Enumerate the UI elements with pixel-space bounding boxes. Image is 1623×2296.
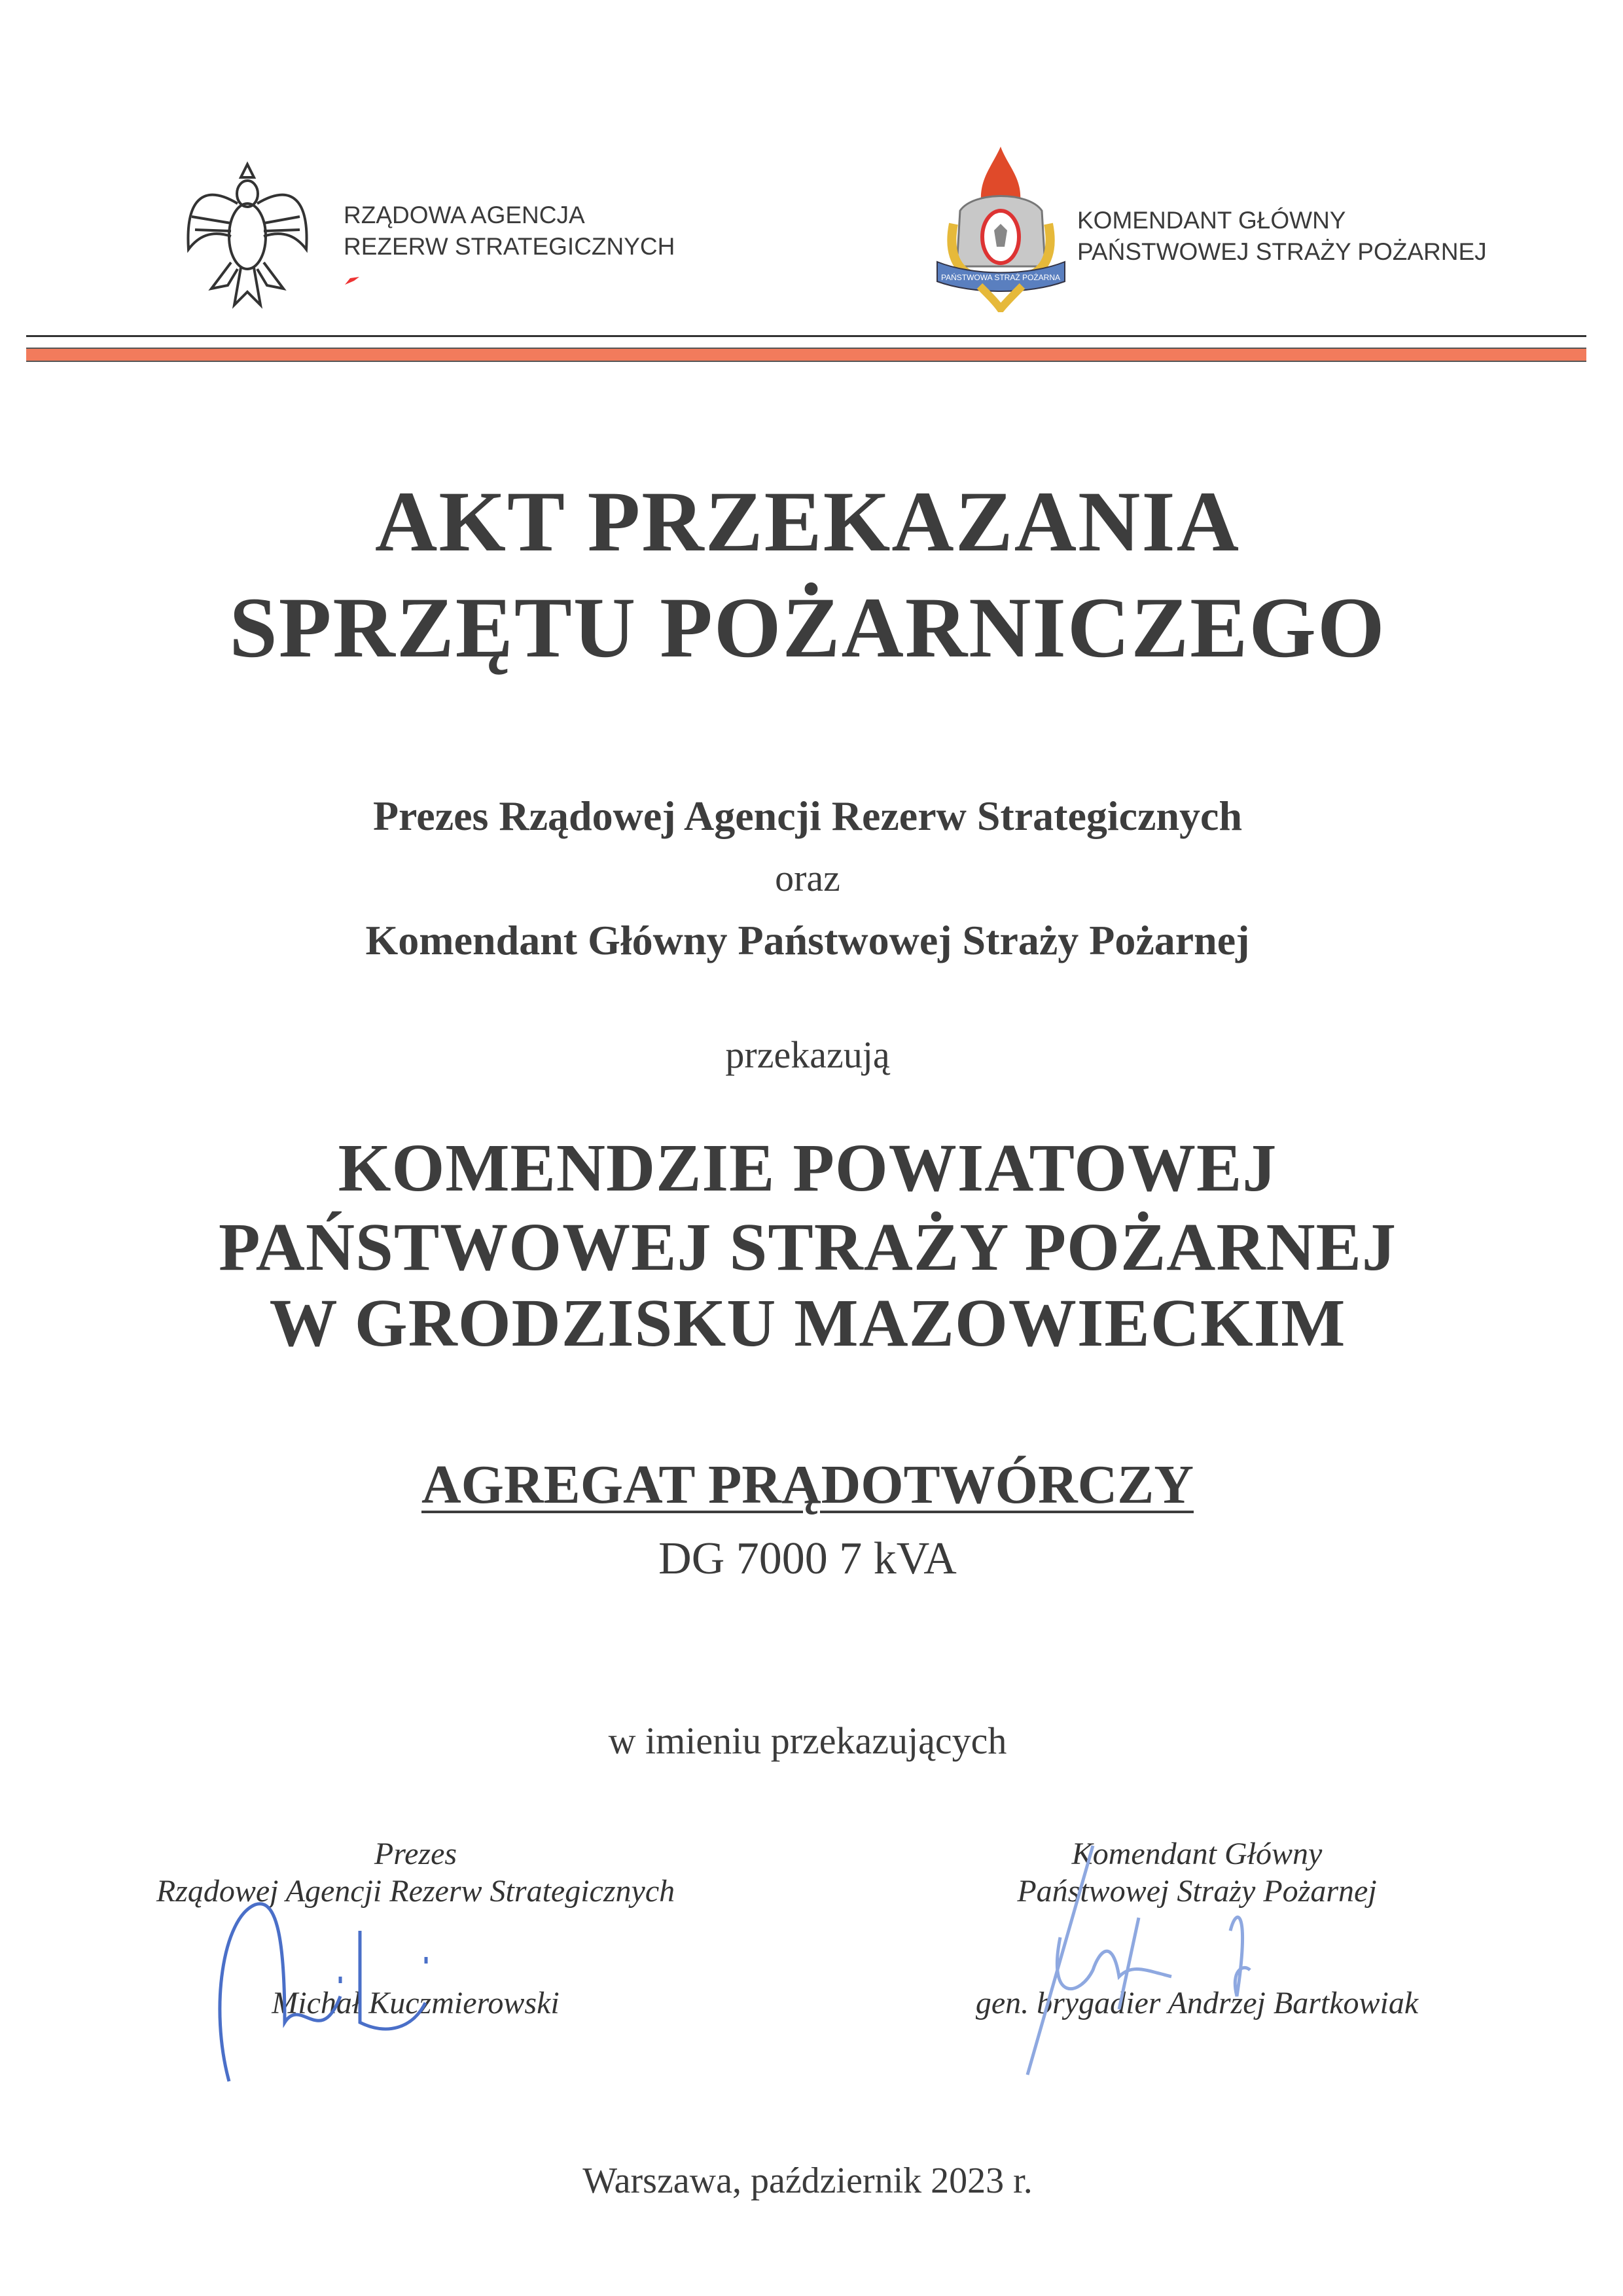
left-org-line1: RZĄDOWA AGENCJA — [344, 202, 585, 228]
document-title-line2: SPRZĘTU POŻARNICZEGO — [229, 579, 1386, 675]
signatory-right-title1: Komendant Główny — [1071, 1837, 1323, 1871]
signatory-left-title2: Rządowej Agencji Rezerw Strategicznych — [156, 1874, 675, 1909]
left-org-name — [344, 200, 675, 262]
right-org-line2: PAŃSTWOWEJ STRAŻY POŻARNEJ — [1077, 238, 1487, 265]
document-title-line1: AKT PRZEKAZANIA — [374, 473, 1241, 569]
signature-right — [1021, 1839, 1296, 2081]
signatory-left-name: Michał Kuczmierowski — [272, 1986, 560, 2020]
on-behalf-text: w imieniu przekazujących — [608, 1719, 1007, 1762]
left-org-line2: REZERW STRATEGICZNYCH — [344, 233, 675, 260]
right-org-name — [1077, 205, 1487, 268]
header-divider-line — [26, 335, 1586, 337]
recipient-line3: W GRODZISKU MAZOWIECKIM — [269, 1285, 1346, 1361]
donor-second: Komendant Główny Państwowej Straży Pożarnej — [365, 917, 1250, 963]
signature-left — [216, 1878, 596, 2101]
donor-first: Prezes Rządowej Agencji Rezerw Strategicznych — [372, 793, 1243, 839]
signatory-right-title2: Państwowej Straży Pożarnej — [1017, 1874, 1377, 1909]
equipment-name: AGREGAT PRĄDOTWÓRCZY — [421, 1454, 1194, 1515]
verb-text: przekazują — [725, 1033, 890, 1076]
recipient-line1: KOMENDZIE POWIATOWEJ — [338, 1130, 1277, 1206]
donor-conjunction: oraz — [775, 857, 840, 899]
signatory-right-name: gen. brygadier Andrzej Bartkowiak — [975, 1986, 1419, 2020]
emblem-text: PAŃSTWOWA STRAŻ POŻARNA — [940, 273, 1061, 282]
place-and-date: Warszawa, październik 2023 r. — [582, 2161, 1033, 2201]
fire-service-emblem — [934, 145, 1068, 312]
header-accent-band — [26, 348, 1586, 362]
signatory-left-title1: Prezes — [374, 1837, 457, 1871]
right-org-line1: KOMENDANT GŁÓWNY — [1077, 207, 1346, 234]
equipment-name-wrap — [0, 1453, 1615, 1516]
flag-mark-icon — [345, 276, 359, 284]
polish-eagle-emblem — [179, 158, 316, 310]
equipment-model: DG 7000 7 kVA — [658, 1534, 957, 1584]
recipient-line2: PAŃSTWOWEJ STRAŻY POŻARNEJ — [219, 1210, 1397, 1285]
